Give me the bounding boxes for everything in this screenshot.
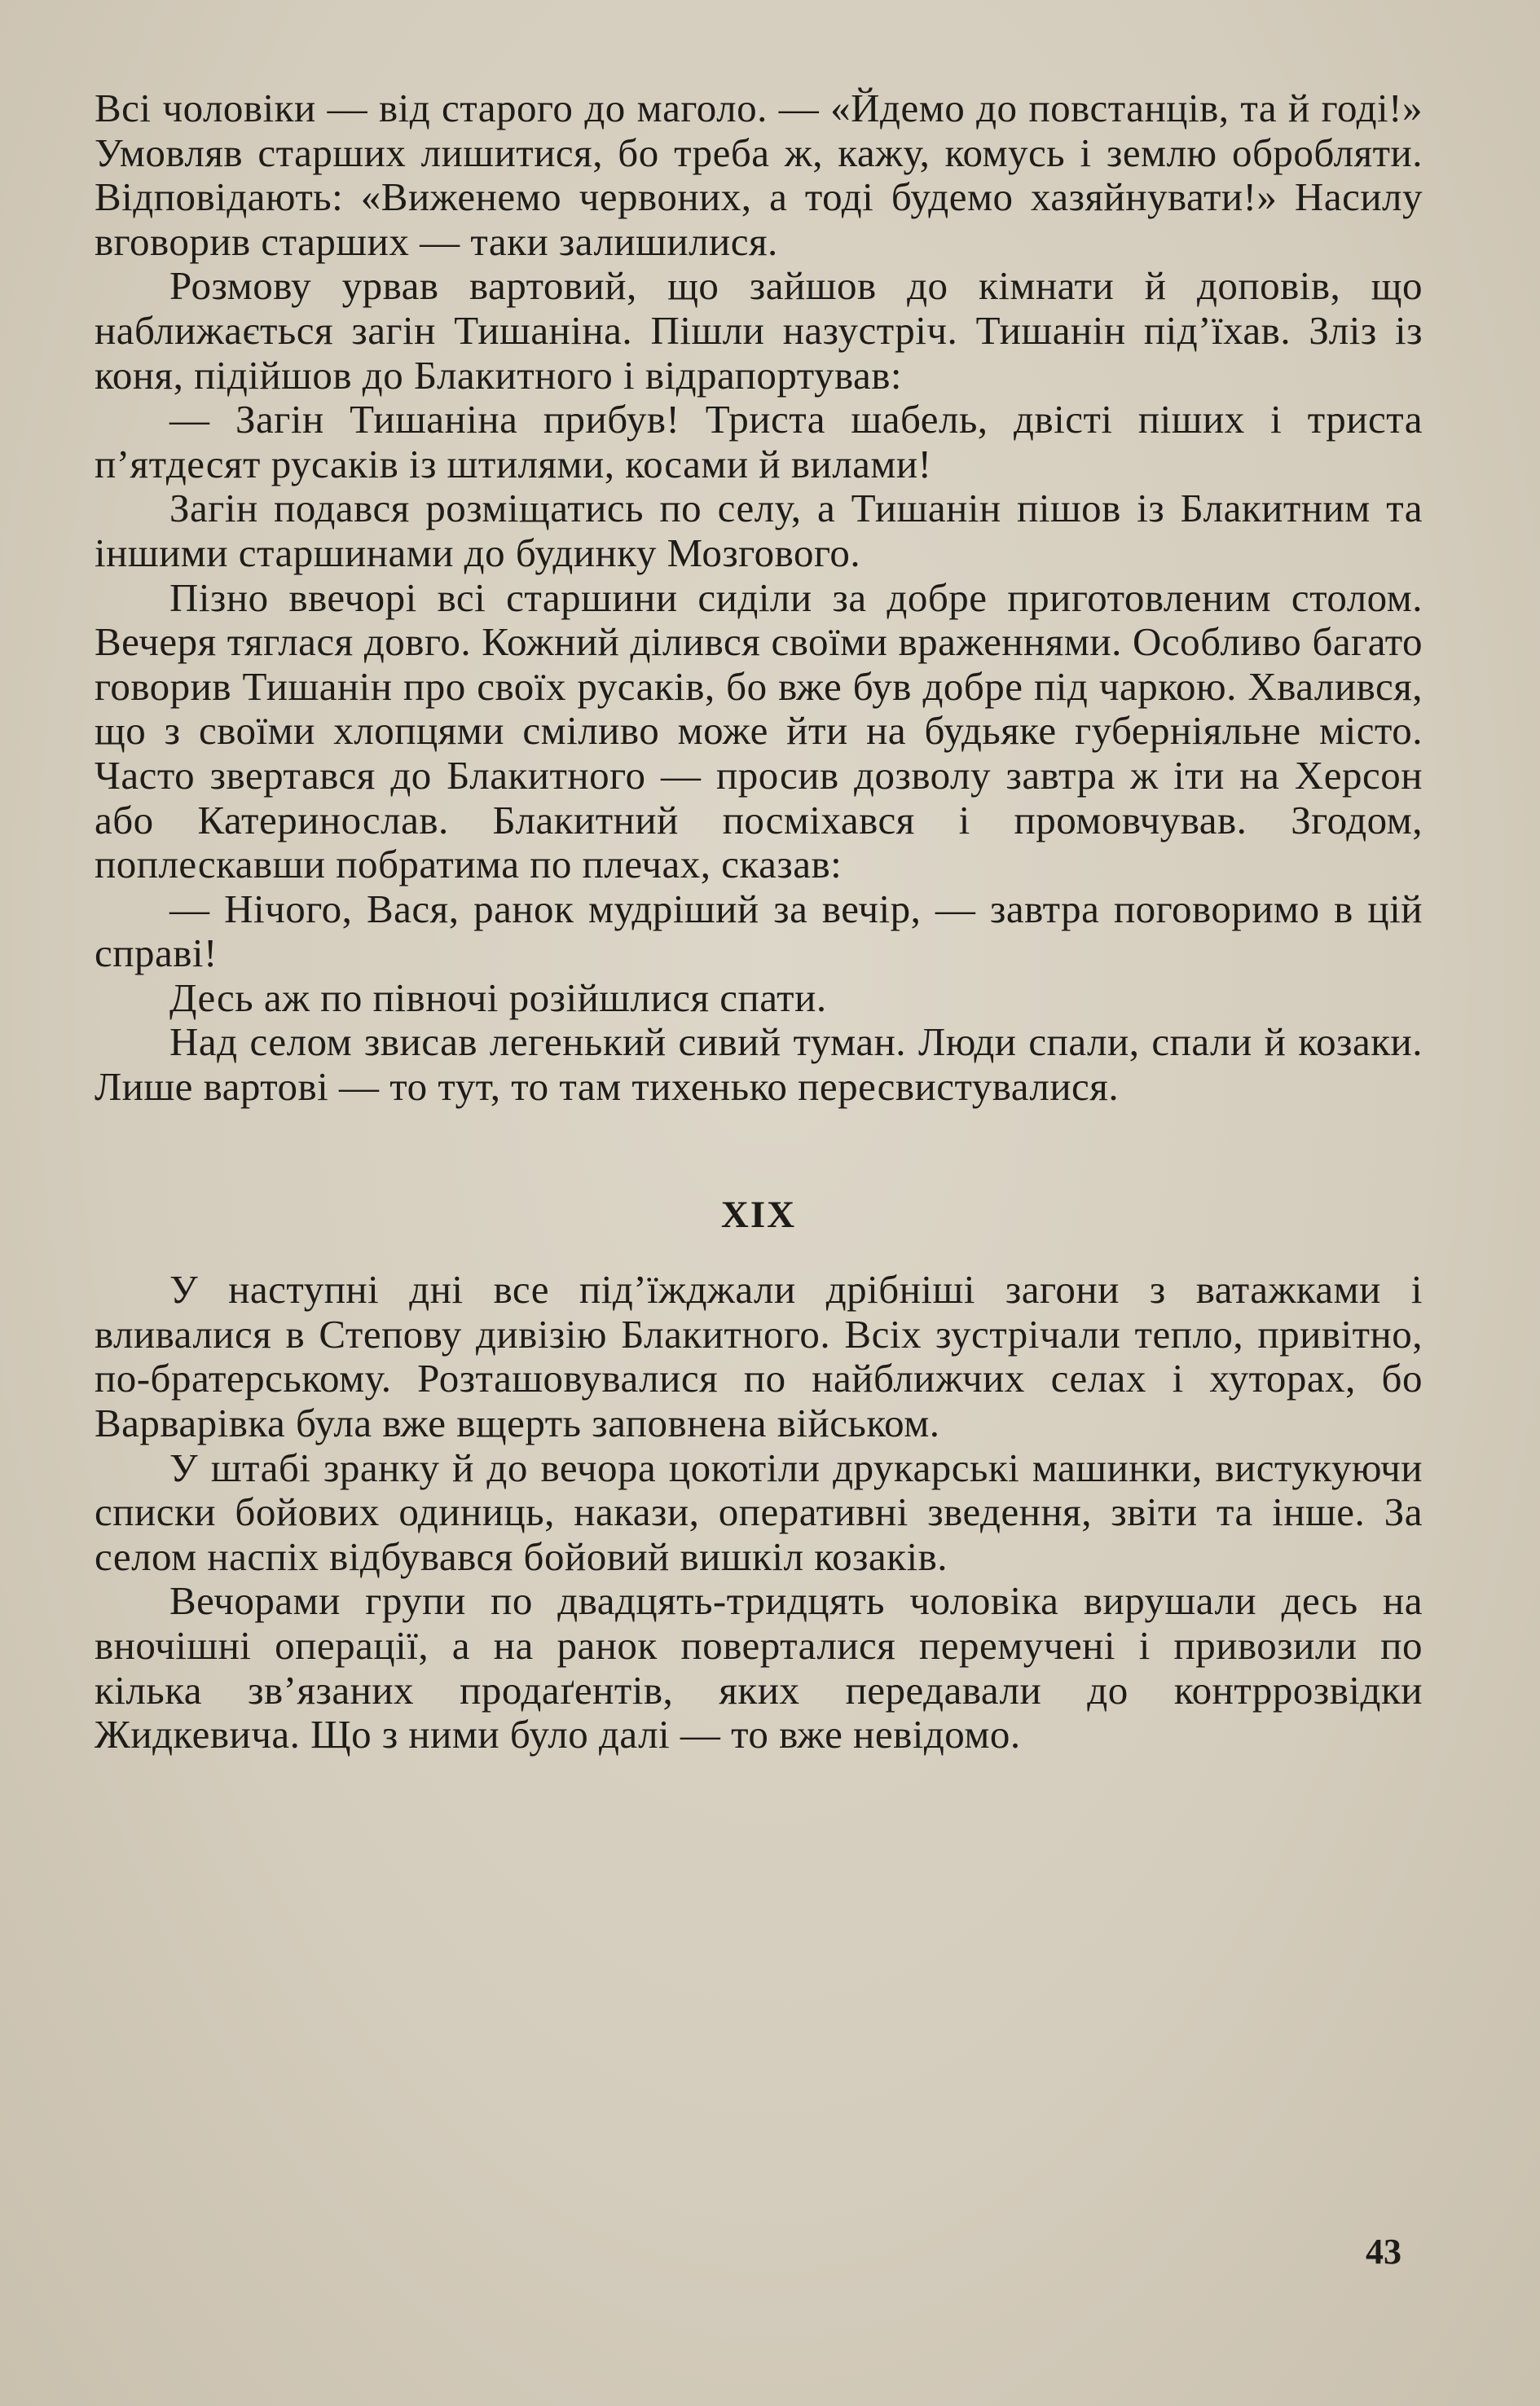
paragraph: Розмову урвав вартовий, що зайшов до кімнати й доповів, що наближається загін Тишаніна. Пішли назустріч. Тишанін під’їхав. Зліз із коня, підійшов до Блакитного і відрапортував: [95,263,1423,398]
paragraph: Загін подався розміщатись по селу, а Тишанін пішов із Блакитним та іншими старшинами до будинку Мозгового. [95,486,1423,575]
paragraph: У наступні дні все під’їжджали дрібніші загони з ватажками і вливалися в Степову дивізію Блакитного. Всіх зустрічали тепло, привітно, по-братерському. Розташовувалися по найближчих селах і хуторах, бо Варварівка була вже вщерть заповнена військом. [95,1267,1423,1446]
dialogue-paragraph: — Загін Тишаніна прибув! Триста шабель, двісті піших і триста п’ятдесят русаків із штилями, косами й вилами! [95,397,1423,486]
page-number: 43 [1366,2232,1401,2272]
paragraph: Десь аж по півночі розійшлися спати. [169,974,827,1020]
paragraph: Пізно ввечорі всі старшини сиділи за добре приготовленим столом. Вечеря тяглася довго. Кожний ділився своїми враженнями. Особливо багато говорив Тишанін про своїх русаків, бо вже був добре під чаркою. Хвалився, що з своїми хлопцями сміливо може йти на будьяке губерніяльне місто. Часто звертався до Блакитного — просив дозволу завтра ж іти на Херсон або Катеринослав. Блакитний посміхався і промовчував. Згодом, поплескавши побратима по плечах, сказав: [95,574,1423,887]
page-text [95,86,1423,1757]
paragraph: Вечорами групи по двадцять-тридцять чоловіка вирушали десь на вночішні операції, а на ранок поверталися перемучені і привозили по кілька зв’язаних продаґентів, яких передавали до контррозвідки Жидкевича. Що з ними було далі — то вже невідомо. [95,1578,1423,1757]
paragraph: Над селом звисав легенький сивий туман. Люди спали, спали й козаки. Лише вартові — то тут, то там тихенько пересвистувалися. [95,1019,1423,1110]
paragraph: Всі чоловіки — від старого до мaголо. — «Йдемо до повстанців, та й годі!» Умовляв старших лишитися, бо треба ж, кажу, комусь і землю обробляти. Відповідають: «Виженемо червоних, а тоді будемо хазяйнувати!» Насилу вговорив старших — таки залишилися. [95,86,1423,264]
dialogue-paragraph: — Нічого, Вася, ранок мудріший за вечір, — завтра поговоримо в цій справі! [95,886,1423,976]
chapter-heading: XIX [720,1193,797,1236]
paragraph: У штабі зранку й до вечора цокотіли друкарські машинки, вистукуючи списки бойових одиниць, накази, оперативні зведення, звіти та інше. За селом наспіх відбувався бойовий вишкіл козаків. [95,1445,1423,1579]
